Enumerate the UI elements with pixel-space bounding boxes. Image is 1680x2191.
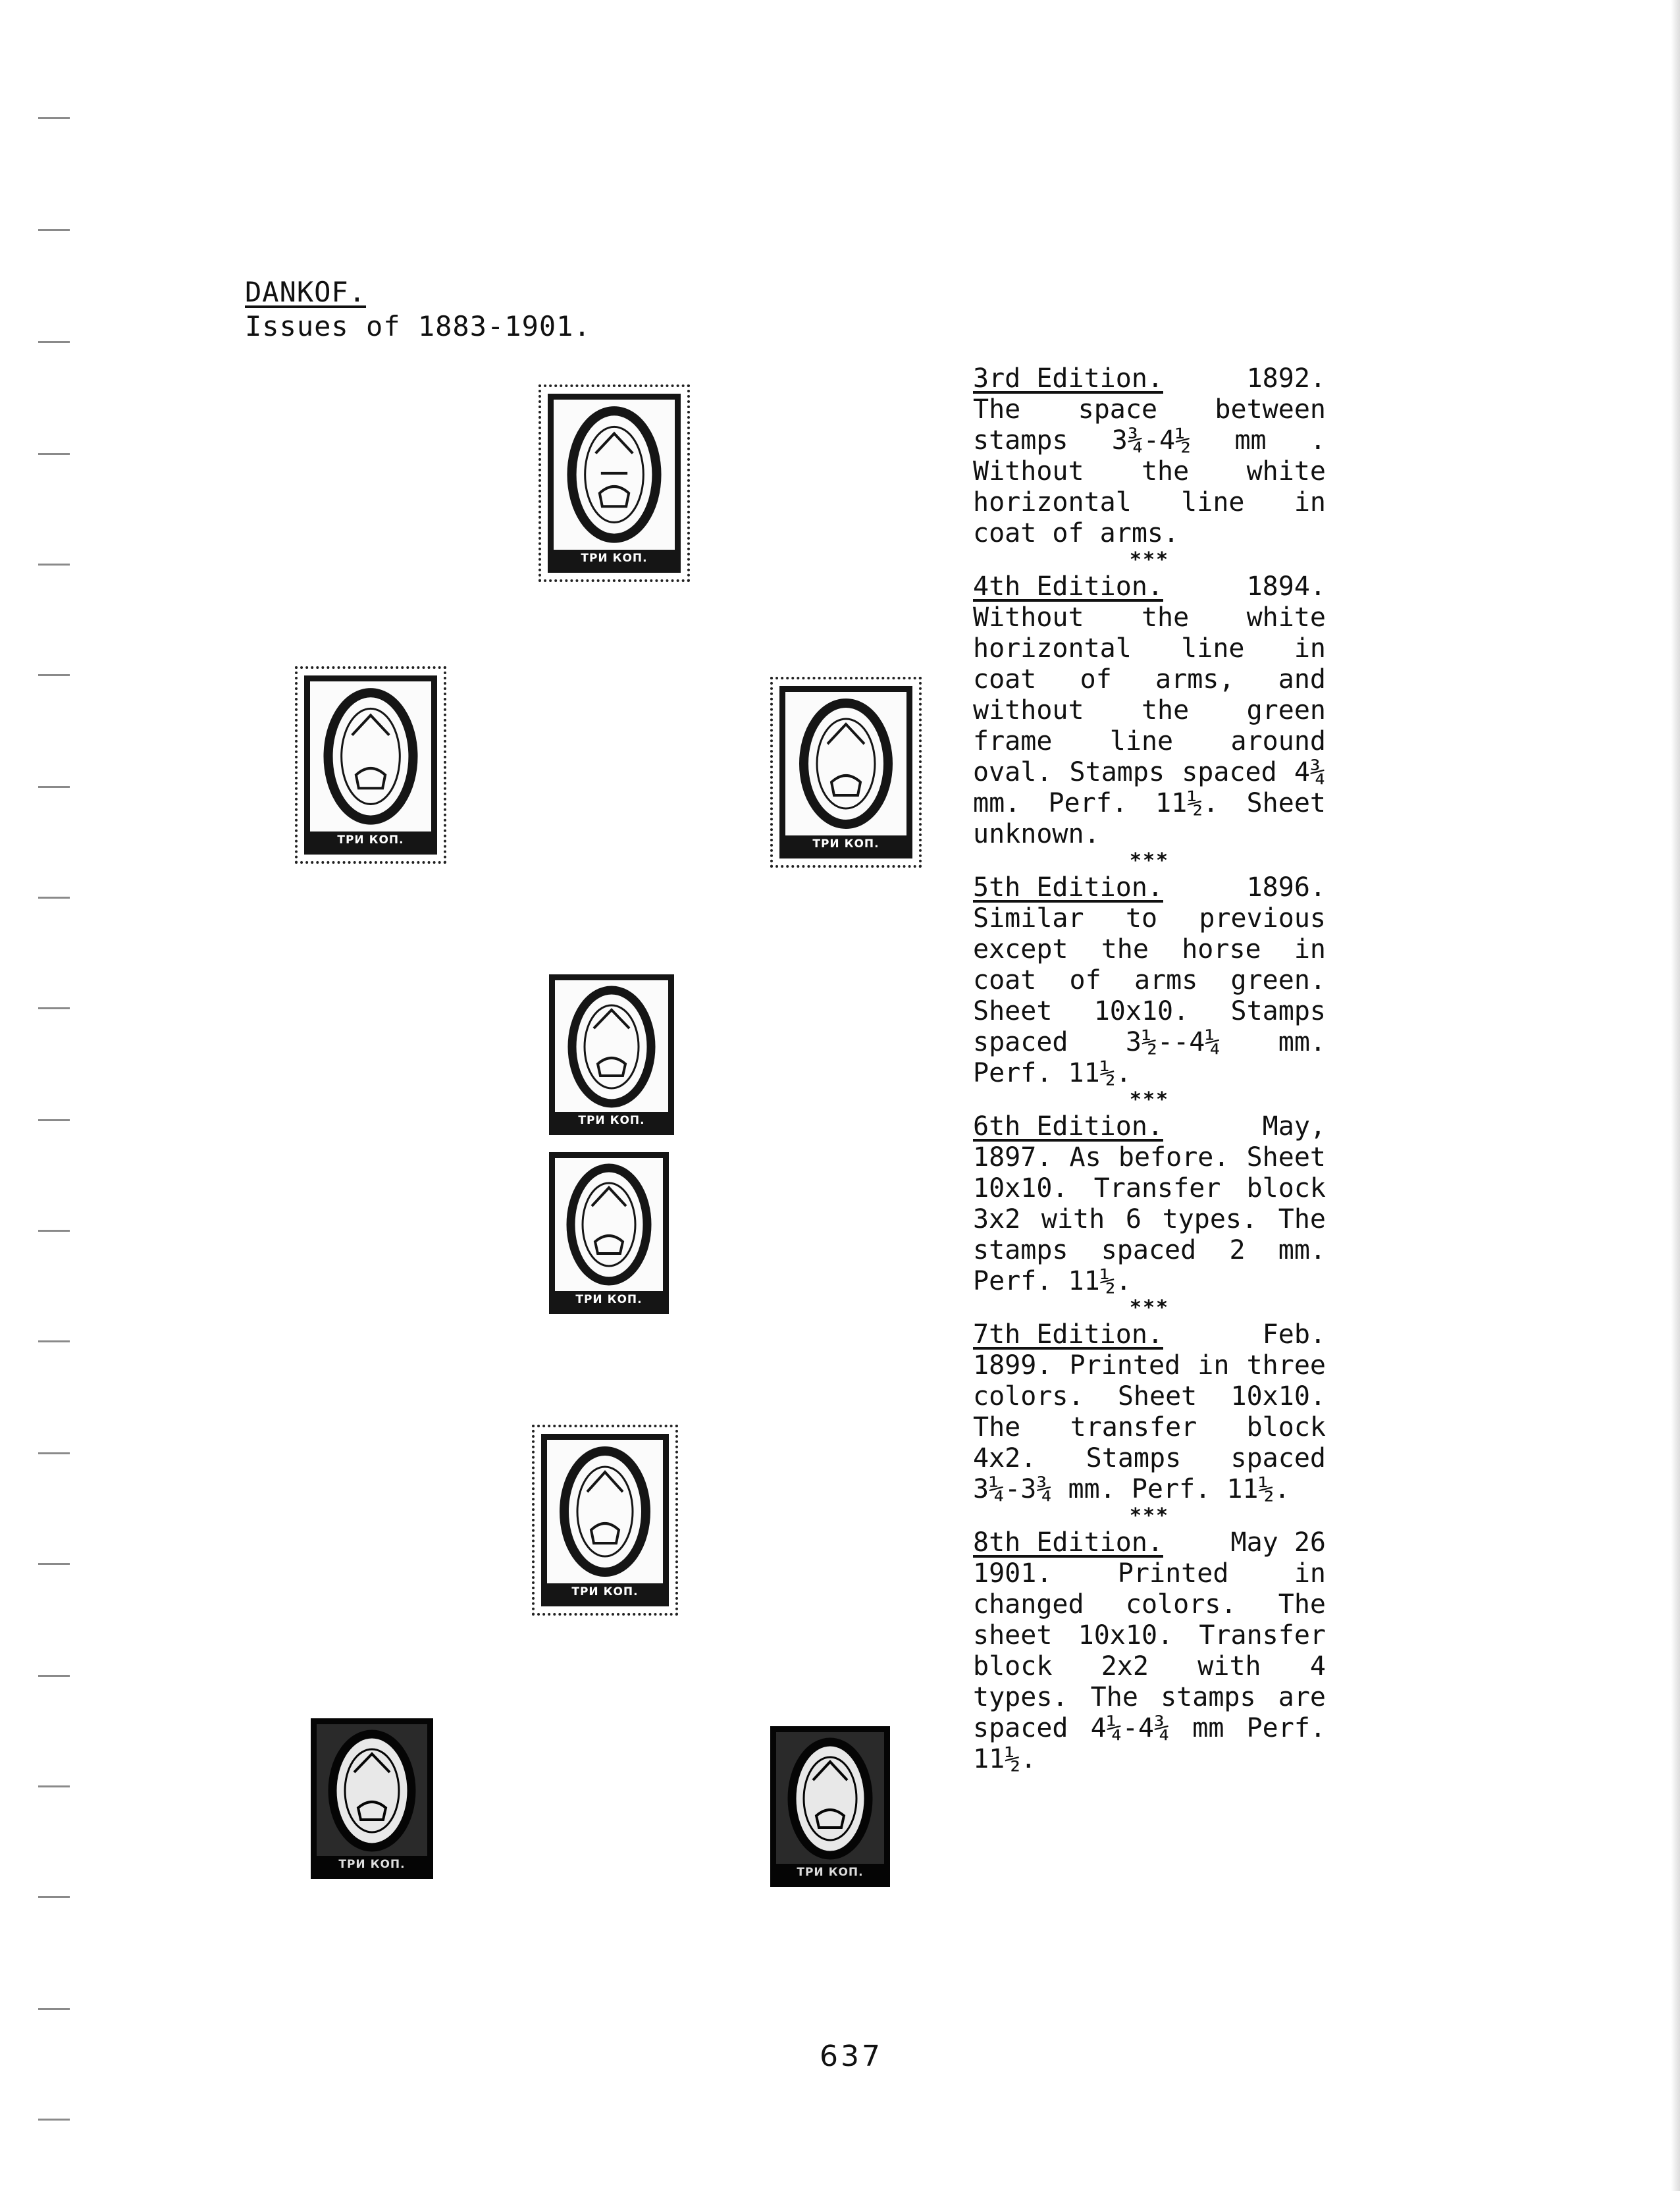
edition-year: Feb.: [1262, 1319, 1326, 1350]
separator: ***: [1129, 548, 1170, 571]
margin-mark: [38, 229, 70, 231]
stamp-image: [779, 686, 912, 858]
margin-mark: [38, 1230, 70, 1232]
stamp-value-label: ТРИ КОП.: [779, 835, 912, 853]
edition-title: 6th Edition.: [973, 1111, 1163, 1142]
margin-mark: [38, 1452, 70, 1454]
stamp-image: [311, 1718, 433, 1879]
margin-mark: [38, 674, 70, 676]
edition-body: 1899. Printed in three colors. Sheet 10x10. The transfer block 4x2. Stamps spaced 3¼-3¾ mm. Perf. 11½.: [973, 1350, 1326, 1504]
stamp-image: [541, 1434, 669, 1606]
stamp-value-label: ТРИ КОП.: [770, 1864, 890, 1881]
edition-year: May,: [1262, 1111, 1326, 1142]
edition-4th: [973, 571, 1326, 872]
edition-3rd: [973, 363, 1326, 571]
margin-mark: [38, 117, 70, 119]
separator: ***: [1129, 849, 1170, 872]
separator: ***: [1129, 1296, 1170, 1319]
edition-title: 8th Edition.: [973, 1527, 1163, 1558]
margin-mark: [38, 1119, 70, 1121]
stamp-image: [548, 394, 681, 573]
edition-title: 5th Edition.: [973, 872, 1163, 903]
margin-mark: [38, 2119, 70, 2121]
stamp-value-label: ТРИ КОП.: [549, 1112, 674, 1129]
margin-mark: [38, 1785, 70, 1787]
edition-6th: [973, 1111, 1326, 1319]
stamp-design-icon: [549, 974, 674, 1135]
margin-mark: [38, 2008, 70, 2010]
margin-mark: [38, 897, 70, 899]
edition-title: 3rd Edition.: [973, 363, 1163, 394]
edition-body: 1901. Printed in changed colors. The sheet 10x10. Transfer block 2x2 with 4 types. The stamps are spaced 4¼-4¾ mm Perf. 11½.: [973, 1558, 1326, 1774]
edition-5th: [973, 872, 1326, 1111]
stamp-image: [549, 974, 674, 1135]
edition-7th: [973, 1319, 1326, 1527]
edition-body: Without the white horizontal line in coat of arms, and without the green frame line around oval. Stamps spaced 4¾ mm. Perf. 11½. Sheet unknown.: [973, 602, 1326, 849]
margin-mark: [38, 1340, 70, 1342]
stamp-image: [549, 1152, 669, 1314]
margin-mark: [38, 341, 70, 343]
page-title: DANKOF.: [245, 276, 367, 308]
edition-body: 1897. As before. Sheet 10x10. Transfer block 3x2 with 6 types. The stamps spaced 2 mm. Perf. 11½.: [973, 1142, 1326, 1296]
stamp-design-icon: [770, 1726, 890, 1887]
edition-body: Similar to previous except the horse in coat of arms green. Sheet 10x10. Stamps spaced 3½--4¼ mm. Perf. 11½.: [973, 903, 1326, 1088]
edition-year: 1892.: [1246, 363, 1326, 394]
edition-8th: [973, 1527, 1326, 1775]
edition-title: 7th Edition.: [973, 1319, 1163, 1350]
stamp-image: [304, 675, 437, 855]
edition-year: 1894.: [1246, 571, 1326, 602]
edition-year: May 26: [1230, 1527, 1326, 1558]
stamp-value-label: ТРИ КОП.: [311, 1856, 433, 1873]
stamp-value-label: ТРИ КОП.: [549, 1291, 669, 1308]
editions-column: [973, 363, 1326, 1775]
stamp-design-icon: [549, 1152, 669, 1314]
stamp-design-icon: [779, 686, 912, 858]
stamp-value-label: ТРИ КОП.: [304, 832, 437, 849]
separator: ***: [1129, 1504, 1170, 1527]
page-subtitle: Issues of 1883-1901.: [245, 310, 591, 342]
stamp-value-label: ТРИ КОП.: [541, 1583, 669, 1600]
stamp-design-icon: [548, 394, 681, 573]
separator: ***: [1129, 1088, 1170, 1111]
stamp-design-icon: [541, 1434, 669, 1606]
margin-mark: [38, 1675, 70, 1677]
page-edge: [1671, 0, 1680, 2191]
stamp-design-icon: [311, 1718, 433, 1879]
page-heading: [245, 275, 591, 344]
edition-year: 1896.: [1246, 872, 1326, 903]
stamp-value-label: ТРИ КОП.: [548, 550, 681, 567]
page-number: 637: [820, 2040, 883, 2073]
margin-mark: [38, 1896, 70, 1898]
margin-mark: [38, 786, 70, 788]
margin-mark: [38, 564, 70, 566]
stamp-design-icon: [304, 675, 437, 855]
margin-mark: [38, 1563, 70, 1565]
edition-title: 4th Edition.: [973, 571, 1163, 602]
margin-mark: [38, 1007, 70, 1009]
edition-body: The space between stamps 3¾-4½ mm . Without the white horizontal line in coat of arms.: [973, 394, 1326, 548]
stamp-image: [770, 1726, 890, 1887]
margin-mark: [38, 453, 70, 455]
